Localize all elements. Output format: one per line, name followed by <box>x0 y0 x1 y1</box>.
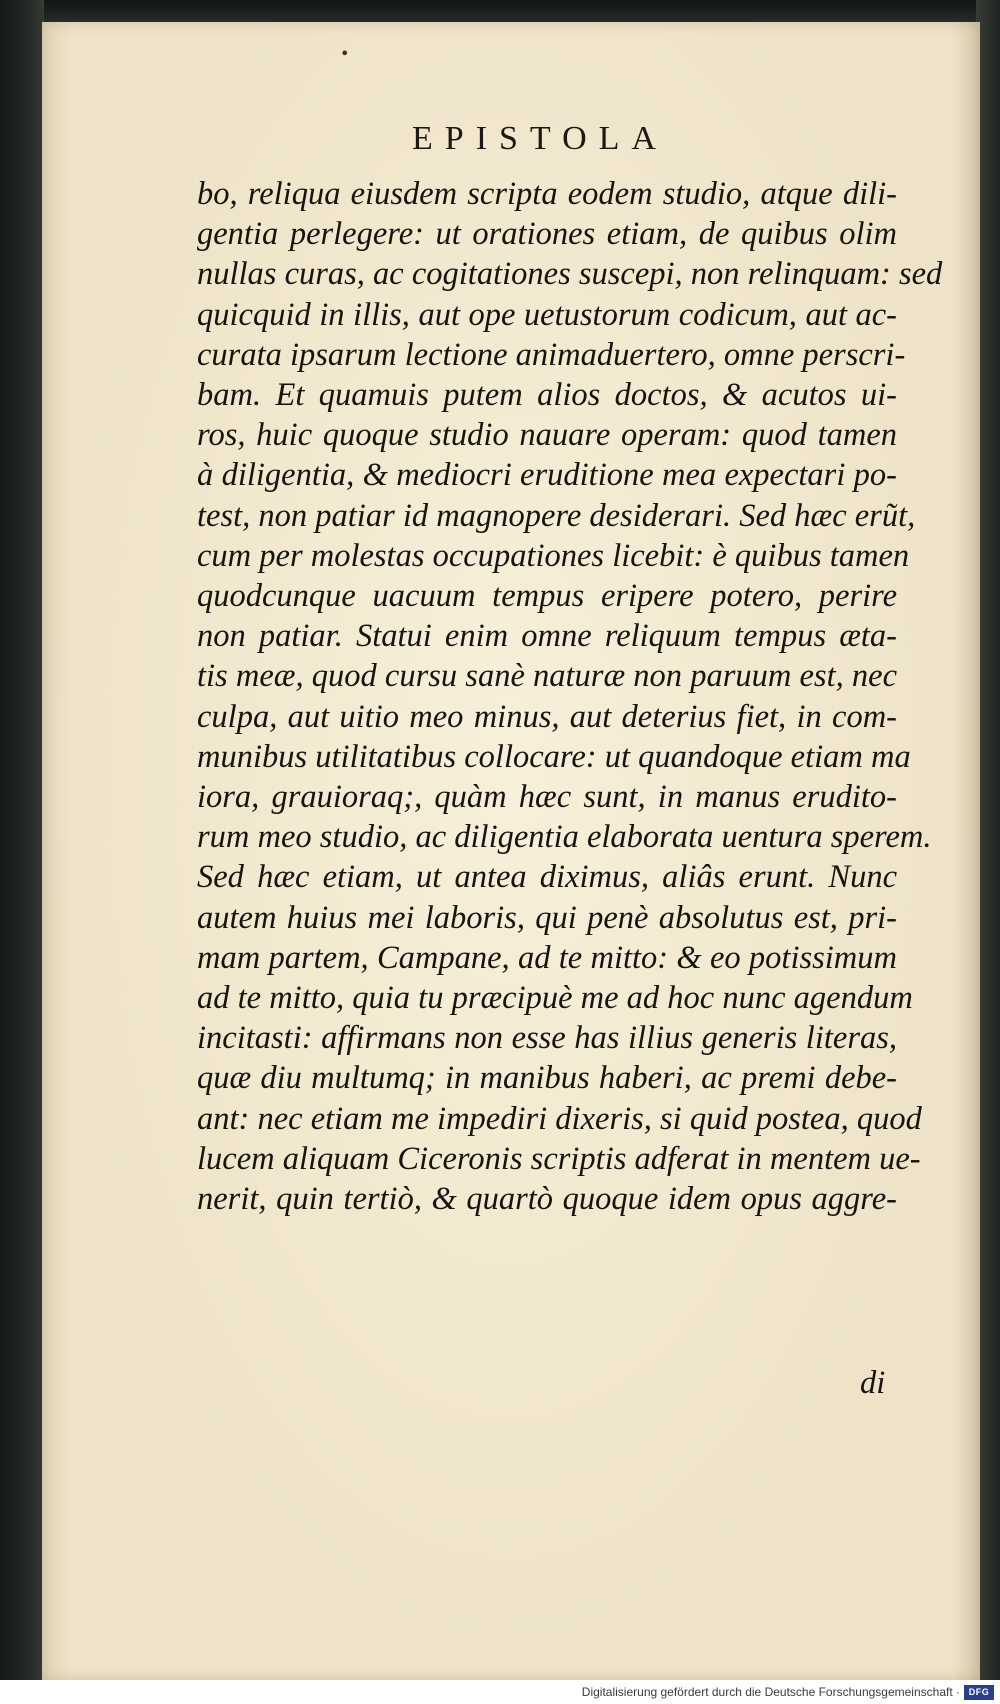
text-line: iora, grauioraq;, quàm hæc sunt, in manus erudito- <box>197 779 897 816</box>
text-line: quicquid in illis, aut ope uetustorum codicum, aut ac- <box>197 296 897 333</box>
running-head: EPISTOLA <box>412 120 668 157</box>
text-line: tis meæ, quod cursu sanè naturæ non paruum est, nec <box>197 658 897 695</box>
dfg-logo: DFG <box>964 1685 994 1700</box>
text-line: mam partem, Campane, ad te mitto: & eo potissimum <box>197 939 897 976</box>
text-line: incitasti: affirmans non esse has illius generis literas, <box>197 1020 897 1057</box>
text-line: autem huius mei laboris, qui penè absolutus est, pri- <box>197 899 897 936</box>
digitization-footer <box>0 1680 1000 1704</box>
text-line: bam. Et quamuis putem alios doctos, & acutos ui- <box>197 377 897 414</box>
text-line: cum per molestas occupationes licebit: è quibus tamen <box>197 537 910 574</box>
text-line: Sed hæc etiam, ut antea diximus, aliâs erunt. Nunc <box>197 859 897 896</box>
text-line: curata ipsarum lectione animaduertero, omne perscri- <box>197 336 906 373</box>
text-line: lucem aliquam Ciceronis scriptis adferat in mentem ue- <box>197 1140 921 1177</box>
text-line: culpa, aut uitio meo minus, aut deterius fiet, in com- <box>197 698 897 735</box>
scan-left-edge <box>0 0 44 1704</box>
text-line: munibus utilitatibus collocare: ut quandoque etiam ma <box>197 738 911 775</box>
fold-mark: • <box>340 44 350 63</box>
text-line: ant: nec etiam me impediri dixeris, si quid postea, quod <box>197 1100 922 1137</box>
text-line: nullas curas, ac cogitationes suscepi, non relinquam: sed <box>197 256 943 293</box>
funding-credit: Digitalisierung gefördert durch die Deutsche Forschungsgemeinschaft · <box>581 1685 960 1699</box>
text-line: ad te mitto, quia tu præcipuè me ad hoc nunc agendum <box>197 980 913 1017</box>
text-line: à diligentia, & mediocri eruditione mea expectari po- <box>197 457 897 494</box>
text-line: quæ diu multumq; in manibus haberi, ac premi debe- <box>197 1060 897 1097</box>
text-line: bo, reliqua eiusdem scripta eodem studio, atque dili- <box>197 176 897 212</box>
text-line: test, non patiar id magnopere desiderari. Sed hæc erũt, <box>197 497 916 534</box>
book-page <box>42 22 980 1680</box>
text-line: non patiar. Statui enim omne reliquum tempus æta- <box>197 618 897 655</box>
catchword: di <box>860 1365 886 1401</box>
text-line: rum meo studio, ac diligentia elaborata uentura sperem. <box>197 819 932 856</box>
text-line: ros, huic quoque studio nauare operam: quod tamen <box>197 417 897 454</box>
page-body-text <box>197 174 943 1219</box>
text-line: quodcunque uacuum tempus eripere potero, perire <box>197 578 897 615</box>
text-line: nerit, quin tertiò, & quartò quoque idem opus aggre- <box>197 1181 897 1218</box>
text-line: gentia perlegere: ut orationes etiam, de quibus olim <box>197 216 897 253</box>
